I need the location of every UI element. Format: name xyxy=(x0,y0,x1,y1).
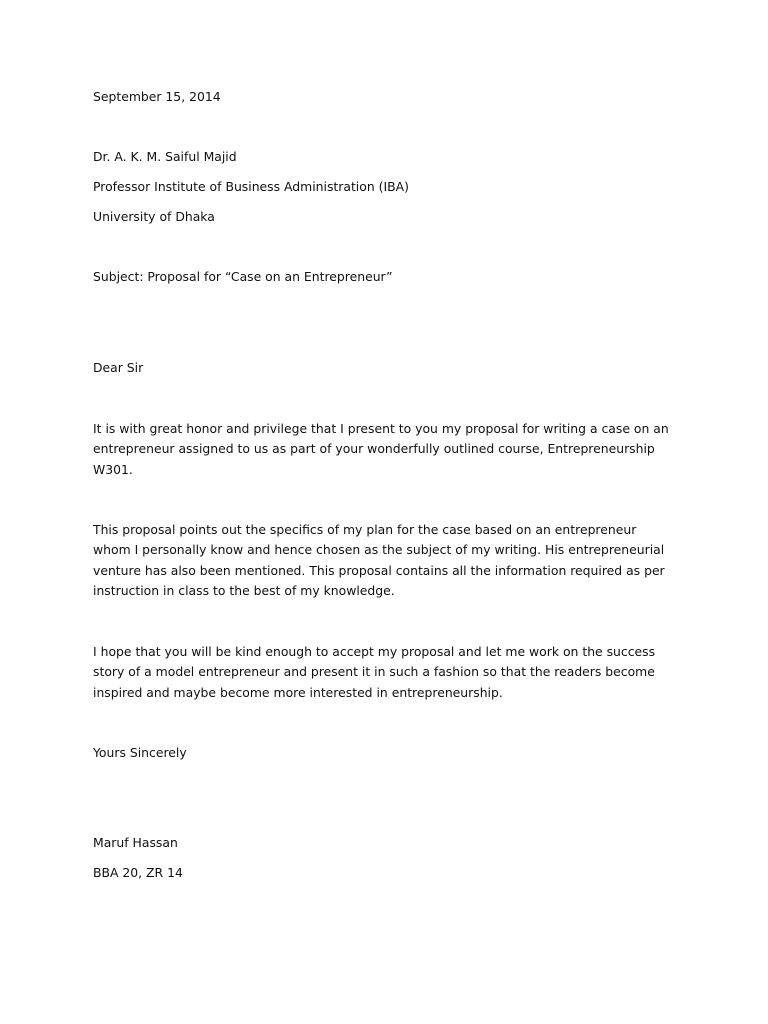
paragraph-line: It is with great honor and privilege that I present to you my proposal for writing a case on an xyxy=(93,421,669,436)
paragraph-line: story of a model entrepreneur and present it in such a fashion so that the readers become xyxy=(93,664,655,680)
paragraph-line: entrepreneur assigned to us as part of your wonderfully outlined course, Entrepreneurship xyxy=(93,441,655,457)
recipient-name: Dr. A. K. M. Saiful Majid xyxy=(93,149,237,164)
paragraph-line: I hope that you will be kind enough to accept my proposal and let me work on the success xyxy=(93,644,656,659)
paragraph-line: venture has also been mentioned. This proposal contains all the information required as per xyxy=(93,562,665,578)
paragraph-line: inspired and maybe become more interested in entrepreneurship. xyxy=(93,684,503,700)
paragraph-line: This proposal points out the specifics of my plan for the case based on an entrepreneur xyxy=(93,522,637,537)
recipient-title: Professor Institute of Business Administration (IBA) xyxy=(93,179,409,194)
letter-closing: Yours Sincerely xyxy=(93,745,187,760)
sender-name: Maruf Hassan xyxy=(93,835,178,850)
sender-id: BBA 20, ZR 14 xyxy=(93,865,183,880)
paragraph-line: whom I personally know and hence chosen as the subject of my writing. His entrepreneurial xyxy=(93,542,665,558)
paragraph-line: instruction in class to the best of my knowledge. xyxy=(93,582,395,598)
paragraph-line: W301. xyxy=(93,461,133,477)
recipient-institution: University of Dhaka xyxy=(93,209,215,224)
letter-date: September 15, 2014 xyxy=(93,89,221,104)
body-paragraph-1 xyxy=(93,419,683,480)
body-paragraph-3 xyxy=(93,642,683,703)
letter-subject: Subject: Proposal for “Case on an Entrepreneur” xyxy=(93,269,393,284)
letter-salutation: Dear Sir xyxy=(93,360,144,375)
body-paragraph-2 xyxy=(93,520,683,601)
